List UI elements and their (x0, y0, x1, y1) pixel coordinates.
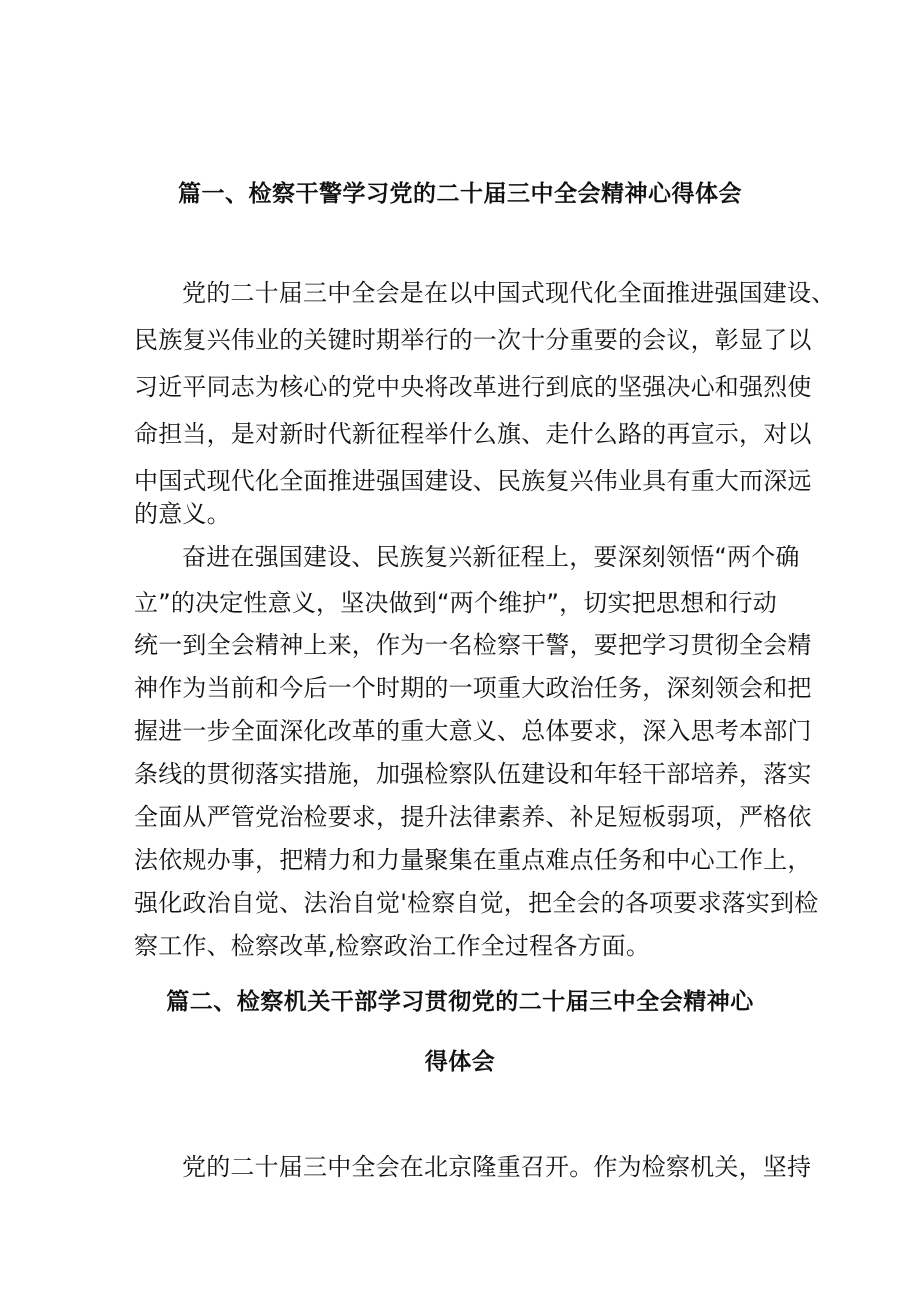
paragraph-1-line-4: 命担当，是对新时代新征程举什么旗、走什么路的再宣示，对以 (134, 420, 812, 448)
paragraph-3-line-1: 党的二十届三中全会在北京隆重召开。作为检察机关，坚持 (182, 1153, 812, 1181)
paragraph-1-line-3: 习近平同志为核心的党中央将改革进行到底的坚强决心和强烈使 (134, 373, 812, 401)
paragraph-2-line-9: 强化政治自觉、法治自觉'检察自觉，把全会的各项要求落实到检 (134, 889, 819, 917)
paragraph-2-line-7: 全面从严管党治检要求，提升法律素养、补足短板弱项，严格依 (134, 803, 812, 831)
heading-section-1: 篇一、检察干警学习党的二十届三中全会精神心得体会 (178, 181, 742, 207)
paragraph-2-line-10: 察工作、检察改革,检察政治工作全过程各方面。 (134, 932, 651, 960)
paragraph-2-line-2: 立”的决定性意义，坚决做到“两个维护”，切实把思想和行动 (134, 589, 777, 617)
paragraph-2-line-5: 握进一步全面深化改革的重大意义、总体要求，深入思考本部门 (134, 717, 812, 745)
paragraph-1-line-2: 民族复兴伟业的关键时期举行的一次十分重要的会议，彰显了以 (134, 326, 812, 354)
paragraph-1-line-1: 党的二十届三中全会是在以中国式现代化全面推进强国建设、 (182, 279, 836, 307)
paragraph-2-line-1: 奋进在强国建设、民族复兴新征程上，要深刻领悟“两个确 (182, 543, 800, 571)
paragraph-2-line-6: 条线的贯彻落实措施，加强检察队伍建设和年轻干部培养，落实 (134, 760, 812, 788)
paragraph-2-line-8: 法依规办事，把精力和力量聚集在重点难点任务和中心工作上， (134, 846, 812, 874)
paragraph-1-line-6: 的意义。 (134, 500, 231, 528)
paragraph-1-line-5: 中国式现代化全面推进强国建设、民族复兴伟业具有重大而深远 (134, 467, 812, 495)
paragraph-2-line-3: 统一到全会精神上来，作为一名检察干警，要把学习贯彻全会精 (134, 631, 812, 659)
heading-section-2-line-1: 篇二、检察机关干部学习贯彻党的二十届三中全会精神心 (166, 989, 754, 1015)
heading-section-2-line-2: 得体会 (424, 1049, 496, 1075)
paragraph-2-line-4: 神作为当前和今后一个时期的一项重大政治任务，深刻领会和把 (134, 674, 812, 702)
